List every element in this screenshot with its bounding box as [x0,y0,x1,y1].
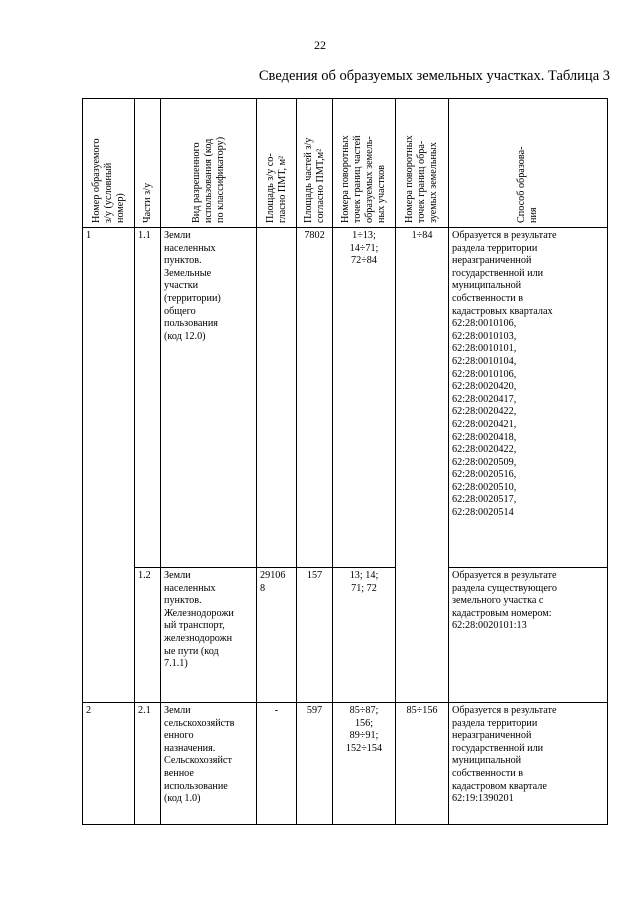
header-permitted-use: Вид разрешенного использования (код по классификатору) [161,99,257,228]
table-row [83,228,608,568]
points-cell: 85÷156 [396,703,449,825]
table-row [83,703,608,825]
table-caption: Сведения об образуемых земельных участках. Таблица 3 [258,68,610,84]
header-plot-number: Номер образуемого з/у (условный номер) [83,99,135,228]
part-area-cell: 597 [297,703,333,825]
plot-number-cell: 1 [83,228,135,703]
part-cell: 1.2 [135,568,161,703]
part-cell: 2.1 [135,703,161,825]
method-cell: Образуется в результате раздела территории неразграниченной государственной или муниципальной собственности в кадастровых кварталах 62:28:0010106, 62:28:0010103, 62:28:0010101, 62:28:0010104, 62:28:0010106, 62:28:0020420, 62:28:0020417, 62:28:0020422, 62:28:0020421, 62:28:0020418, 62:28:0020422, 62:28:0020509, 62:28:0020516, 62:28:0020510, 62:28:0020517, 62:28:0020514 [449,228,608,568]
header-part-area: Площадь частей з/у согласно ПМТ,м² [297,99,333,228]
part-cell: 1.1 [135,228,161,568]
header-plot-area: Площадь з/у со- гласно ПМТ, м² [257,99,297,228]
header-plot-points: Номера поворотных точек границ обра- зуемых земельных [396,99,449,228]
part-points-cell: 1÷13; 14÷71; 72÷84 [333,228,396,568]
header-parts: Части з/у [135,99,161,228]
part-area-cell: 157 [297,568,333,703]
plot-number-cell: 2 [83,703,135,825]
part-area-cell: 7802 [297,228,333,568]
points-cell: 1÷84 [396,228,449,703]
method-cell: Образуется в результате раздела территории неразграниченной государственной или муниципальной собственности в кадастровом квартале 62:19:1390201 [449,703,608,825]
land-plots-table [82,98,608,825]
area-cell: 29106 8 [257,568,297,703]
header-row [83,99,608,228]
table-row [83,568,608,703]
method-cell: Образуется в результате раздела существующего земельного участка с кадастровым номером: 62:28:0020101:13 [449,568,608,703]
use-cell: Земли населенных пунктов. Земельные участки (территории) общего пользования (код 12.0) [161,228,257,568]
header-formation-method: Способ образова- ния [449,99,608,228]
page-number: 22 [314,38,326,52]
part-points-cell: 85÷87; 156; 89÷91; 152÷154 [333,703,396,825]
area-cell [257,228,297,568]
header-part-points: Номера поворотных точек границ частей образуемых земель- ных участков [333,99,396,228]
area-cell: - [257,703,297,825]
use-cell: Земли населенных пунктов. Железнодорожи ый транспорт, железнодорожн ые пути (код 7.1.1) [161,568,257,703]
use-cell: Земли сельскохозяйств енного назначения. Сельскохозяйст венное использование (код 1.0) [161,703,257,825]
part-points-cell: 13; 14; 71; 72 [333,568,396,703]
